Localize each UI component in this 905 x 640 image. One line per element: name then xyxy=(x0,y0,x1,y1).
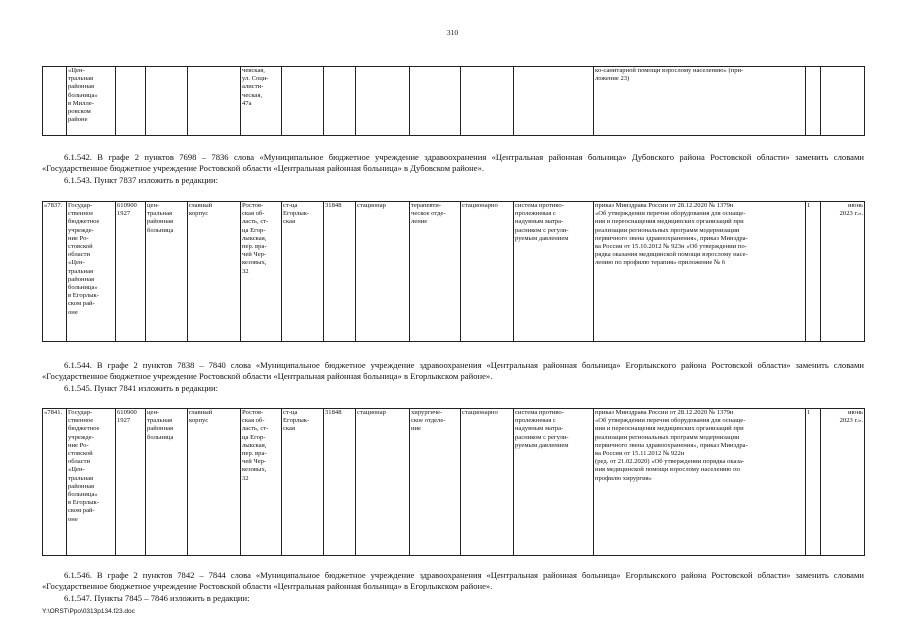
paragraph-6-1-544: 6.1.544. В графе 2 пунктов 7838 – 7840 слова «Муниципальное бюджетное учреждение здравоохранения «Центральная районная больница» Егорлыкского района Ростовской области» заменить словами «Государственное бюджетное учреждение Ростовской области «Центральная районная больница» в Егорлыкском районе». xyxy=(42,360,864,381)
table-cell: ст-ца Егорлык- ская xyxy=(282,202,324,342)
table-cell: главный корпус xyxy=(188,409,241,556)
table-cell: ко-санитарной помощи взрослому населению» (при- ложение 23) xyxy=(594,67,806,136)
paragraph-6-1-542: 6.1.542. В графе 2 пунктов 7698 – 7836 слова «Муниципальное бюджетное учреждение здравоохранения «Центральная районная больница» Дубовского района Ростовской области» заменить словами «Государственное бюджетное учреждение Ростовской области «Центральная районная больница» в Дубовском районе». xyxy=(42,152,864,173)
table-row-7837 xyxy=(42,201,865,342)
paragraph-6-1-546: 6.1.546. В графе 2 пунктов 7842 – 7844 слова «Муниципальное бюджетное учреждение здравоохранения «Центральная районная больница» Егорлыкского района Ростовской области» заменить словами «Государственное бюджетное учреждение Ростовской области «Центральная районная больница» в Егорлыкском районе». xyxy=(42,570,864,591)
table-cell xyxy=(514,67,594,136)
table-cell: июнь 2023 г.». xyxy=(821,202,865,342)
table-cell: 1 xyxy=(806,409,821,556)
page-number: 310 xyxy=(446,28,459,37)
table-cell: стационарно xyxy=(461,202,514,342)
table-cell: «7841. xyxy=(43,409,67,556)
paragraph-6-1-545: 6.1.545. Пункт 7841 изложить в редакции: xyxy=(64,383,218,393)
table-cell: система противо- пролежневая с надувным матра- расником с регули- руемым давлением xyxy=(514,202,594,342)
continued-table xyxy=(42,66,865,136)
table-cell: «7837. xyxy=(43,202,67,342)
table-cell: приказ Минздрава России от 28.12.2020 № 1379н «Об утверждении перечня оборудования для оснаще- ния и переоснащения медицинских организаций при реализации региональных программ модернизации первичного звена здравоохранения», приказ Минздра- ва России от 15.10.2012 № 923н «Об утверждении по- рядка оказания медицинской помощи взрослому насе- лению по профилю терапия» приложение № 6 xyxy=(594,202,806,342)
table-row-7841 xyxy=(42,408,865,556)
table-cell: Государ- ственное бюджетное учрежде- ние Ро- стовской области «Цен- тральная районная больница» в Егорлык- ском рай- оне xyxy=(67,202,116,342)
table-cell xyxy=(821,67,865,136)
table-cell xyxy=(146,67,188,136)
table-cell xyxy=(806,67,821,136)
table-cell: чевская, ул. Соци- алисти- ческая, 47а xyxy=(241,67,282,136)
table-cell: 610900 1927 xyxy=(116,409,146,556)
table-cell xyxy=(324,67,356,136)
table-cell: 31848 xyxy=(324,409,356,556)
table-cell: июнь 2023 г.». xyxy=(821,409,865,556)
paragraph-6-1-543: 6.1.543. Пункт 7837 изложить в редакции: xyxy=(64,175,218,185)
paragraph-6-1-547: 6.1.547. Пункты 7845 – 7846 изложить в редакции: xyxy=(64,593,250,603)
table-cell: 31848 xyxy=(324,202,356,342)
table-cell: приказ Минздрава России от 28.12.2020 № 1379н «Об утверждении перечня оборудования для оснаще- ния и переоснащения медицинских организаций при реализации региональных программ модернизации первичного звена здравоохранения», приказ Минздра- ва России от 15.11.2012 № 922н (ред. от 21.02.2020) «Об утверждении порядка оказа- ния медицинской помощи взрослому населению по профилю хирургия» xyxy=(594,409,806,556)
table-cell xyxy=(43,67,67,136)
table-cell xyxy=(188,67,241,136)
table-cell xyxy=(410,67,461,136)
table-cell xyxy=(282,67,324,136)
table-cell: Государ- ственное бюджетное учрежде- ние Ро- стовской области «Цен- тральная районная больница» в Егорлык- ском рай- оне xyxy=(67,409,116,556)
file-path-footer: Y:\ORST\Ppo\0313p134.f23.doc xyxy=(42,608,135,615)
table-cell xyxy=(356,67,410,136)
table-cell: система противо- пролежневая с надувным матра- расником с регули- руемым давлением xyxy=(514,409,594,556)
table-cell: цен- тральная районная больница xyxy=(146,202,188,342)
table-cell: Ростов- ская об- ласть, ст- ца Егор- лыкская, пер. вра- чей Чер- кезовых, 32 xyxy=(241,409,282,556)
table-cell: терапевти- ческое отде- ление xyxy=(410,202,461,342)
table-row xyxy=(43,202,865,342)
table-cell: 610900 1927 xyxy=(116,202,146,342)
table-cell: ст-ца Егорлык- ская xyxy=(282,409,324,556)
table-row xyxy=(43,409,865,556)
table-cell: стационарно xyxy=(461,409,514,556)
table-cell: цен- тральная районная больница xyxy=(146,409,188,556)
table-cell: главный корпус xyxy=(188,202,241,342)
table-cell xyxy=(116,67,146,136)
table-cell: стационар xyxy=(356,409,410,556)
table-cell: стационар xyxy=(356,202,410,342)
table-cell: Ростов- ская об- ласть, ст- ца Егор- лыкская, пер. вра- чей Чер- кезовых, 32 xyxy=(241,202,282,342)
table-row xyxy=(43,67,865,136)
table-cell: хирургиче- ское отделе- ние xyxy=(410,409,461,556)
table-cell xyxy=(461,67,514,136)
table-cell: «Цен- тральная районная больница» в Милле- ровском районе xyxy=(67,67,116,136)
table-cell: 1 xyxy=(806,202,821,342)
